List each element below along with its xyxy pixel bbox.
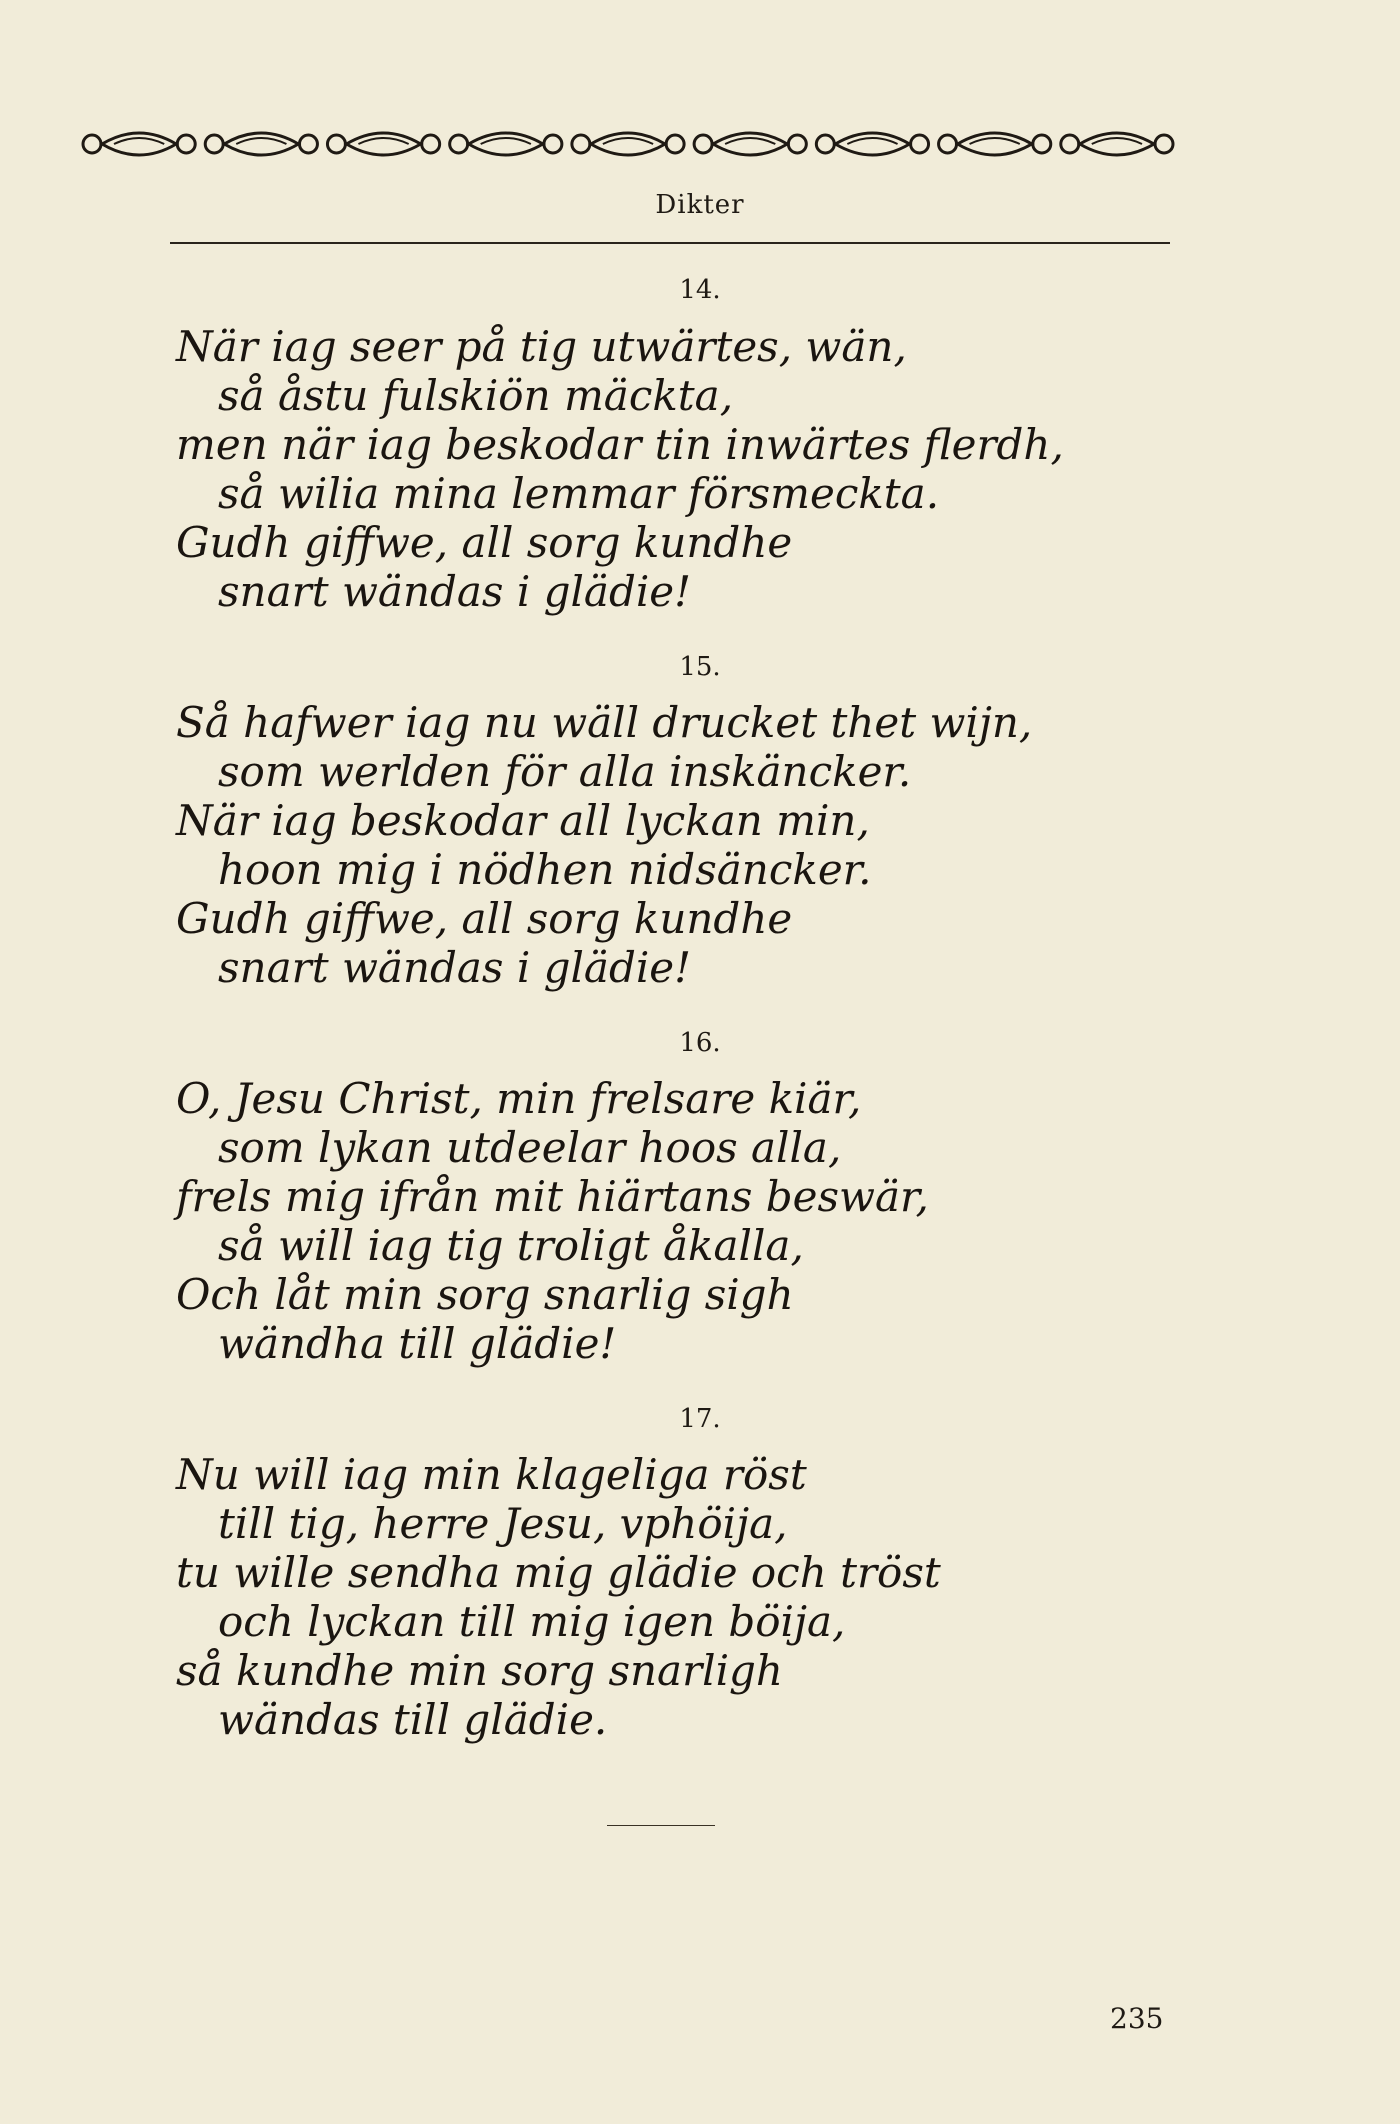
stanza-number: 16. [679,1028,721,1058]
verse-line: hoon mig i nödhen nidsäncker. [218,845,872,894]
verse-line: frels mig ifrån mit hiärtans beswär, [176,1172,929,1221]
verse-line: Och låt min sorg snarlig sigh [176,1270,794,1319]
verse-line: som werlden för alla inskäncker. [218,747,912,796]
verse-line: När iag beskodar all lyckan min, [176,796,870,845]
ornament-link [1061,133,1173,155]
end-rule [607,1825,715,1826]
verse-line: Så hafwer iag nu wäll drucket thet wijn, [176,698,1033,747]
verse-line: Gudh giffwe, all sorg kundhe [176,518,793,567]
verse-line: tu wille sendha mig glädie och tröst [176,1548,941,1597]
ornament-link [205,133,317,155]
verse-line: men när iag beskodar tin inwärtes flerdh, [176,420,1064,469]
verse-line: O, Jesu Christ, min frelsare kiär, [176,1074,862,1123]
verse-line: så wilia mina lemmar försmeckta. [218,469,940,518]
ornament-link [694,133,806,155]
verse-line: Gudh giffwe, all sorg kundhe [176,894,793,943]
ornament-link [939,133,1051,155]
stanza-number: 15. [679,652,721,682]
ornament-link [572,133,684,155]
running-head: Dikter [655,190,745,220]
verse-line: snart wändas i glädie! [218,943,692,992]
verse-line: så åstu fulskiön mäckta, [218,371,734,420]
verse-line: och lyckan till mig igen böija, [218,1597,846,1646]
ornament-link [450,133,562,155]
verse-line: Nu will iag min klageliga röst [176,1450,807,1499]
ornament-link [83,133,195,155]
page-number: 235 [1110,2002,1164,2035]
stanza-number: 14. [679,275,721,305]
ornament-link [327,133,439,155]
verse-line: som lykan utdeelar hoos alla, [218,1123,842,1172]
header-rule [170,242,1170,244]
chain-ornament-border-icon [78,124,1178,164]
verse-line: När iag seer på tig utwärtes, wän, [176,322,907,371]
verse-line: till tig, herre Jesu, vphöija, [218,1499,788,1548]
stanza-number: 17. [679,1404,721,1434]
verse-line: så kundhe min sorg snarligh [176,1646,783,1695]
verse-line: så will iag tig troligt åkalla, [218,1221,804,1270]
ornament-link [816,133,928,155]
verse-line: wändas till glädie. [218,1695,608,1744]
verse-line: wändha till glädie! [218,1319,617,1368]
verse-line: snart wändas i glädie! [218,567,692,616]
